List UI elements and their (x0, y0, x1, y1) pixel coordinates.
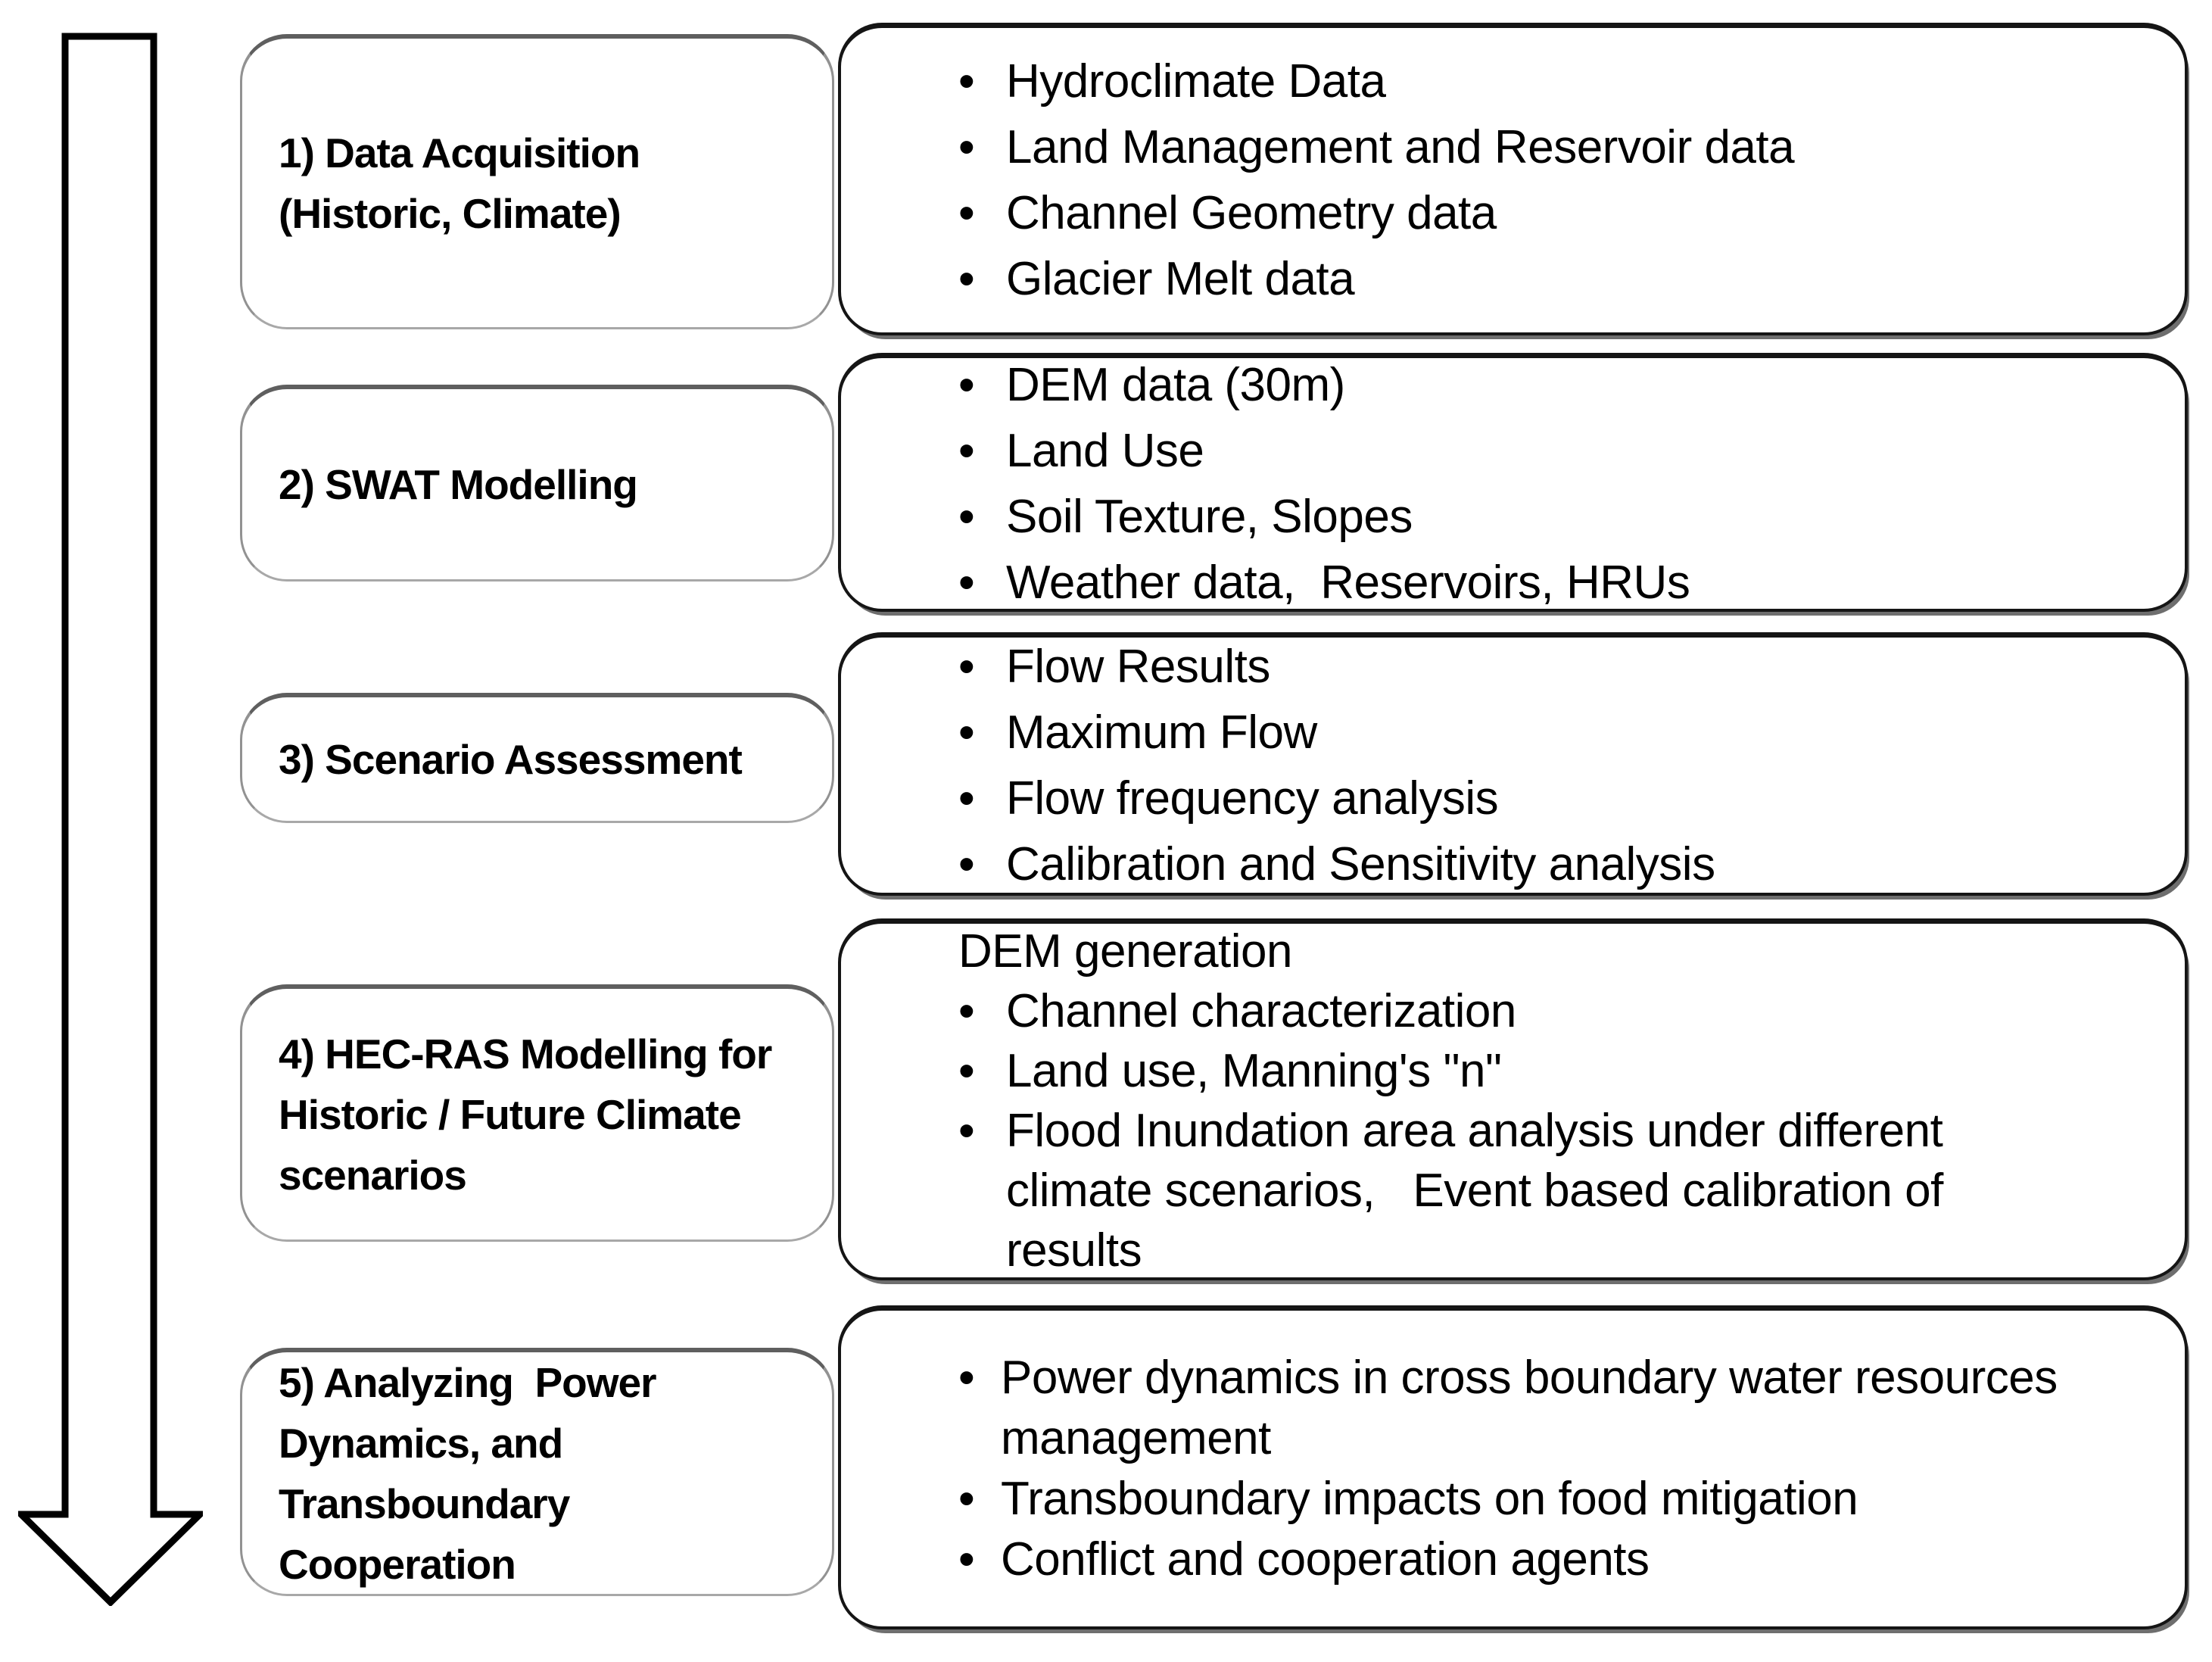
stage-title: 4) HEC-RAS Modelling for (279, 1030, 772, 1077)
stage-box-1 (240, 34, 834, 329)
stage-title: Cooperation (279, 1540, 516, 1588)
stage-title: Dynamics, and (279, 1419, 563, 1467)
bullet-icon: • (958, 187, 975, 239)
detail-text: Land Use (1006, 424, 1204, 477)
detail-box-2 (838, 353, 2188, 612)
detail-text: Weather data, Reservoirs, HRUs (1006, 556, 1690, 609)
detail-text: Flow frequency analysis (1006, 772, 1499, 825)
detail-row (841, 1041, 2185, 1101)
detail-text: Flow Results (1006, 640, 1270, 693)
detail-text: DEM generation (958, 925, 1293, 978)
detail-row (841, 921, 2185, 981)
detail-row (841, 48, 2185, 114)
detail-text: Glacier Melt data (1006, 253, 1355, 305)
stage-title: scenarios (279, 1151, 466, 1199)
detail-text: results (1006, 1224, 1142, 1277)
detail-text: Channel characterization (1006, 984, 1516, 1037)
detail-text: management (1001, 1411, 1271, 1464)
detail-row (841, 766, 2185, 831)
stage-box-3 (240, 693, 834, 823)
stage-title: 5) Analyzing Power (279, 1358, 656, 1406)
bullet-icon: • (958, 1104, 975, 1157)
detail-text: Power dynamics in cross boundary water resources (1001, 1351, 2058, 1404)
bullet-icon: • (958, 253, 975, 305)
detail-box-4 (838, 918, 2188, 1280)
detail-row (841, 831, 2185, 897)
detail-row (841, 484, 2185, 550)
detail-row (841, 246, 2185, 312)
stage-title: Historic / Future Climate (279, 1090, 741, 1138)
bullet-icon: • (958, 640, 975, 693)
stage-title: Transboundary (279, 1480, 570, 1527)
detail-row (841, 180, 2185, 246)
detail-text: Land use, Manning's "n" (1006, 1044, 1502, 1097)
bullet-icon: • (958, 490, 975, 543)
bullet-icon: • (958, 1044, 975, 1097)
bullet-icon: • (958, 1472, 975, 1525)
detail-text: Land Management and Reservoir data (1006, 121, 1795, 173)
detail-text: climate scenarios, Event based calibration of (1006, 1164, 1943, 1217)
stage-box-2 (240, 385, 834, 582)
detail-row (841, 352, 2185, 418)
detail-row (841, 1101, 2185, 1161)
detail-text: Flood Inundation area analysis under different (1006, 1104, 1943, 1157)
detail-box-1 (838, 23, 2188, 335)
detail-text: Channel Geometry data (1006, 187, 1497, 239)
detail-text: Maximum Flow (1006, 706, 1317, 759)
detail-row (841, 1469, 2185, 1529)
detail-text: Calibration and Sensitivity analysis (1006, 837, 1715, 890)
detail-text: Hydroclimate Data (1006, 55, 1386, 108)
detail-row (841, 1221, 2185, 1280)
detail-row (841, 1348, 2185, 1408)
detail-text: DEM data (30m) (1006, 358, 1345, 411)
bullet-icon: • (958, 556, 975, 609)
stage-title: 2) SWAT Modelling (279, 460, 637, 508)
detail-text: Soil Texture, Slopes (1006, 490, 1413, 543)
detail-text: Transboundary impacts on food mitigation (1001, 1472, 1858, 1525)
detail-box-3 (838, 632, 2188, 896)
detail-box-5 (838, 1305, 2188, 1629)
stage-title: 3) Scenario Assessment (279, 735, 742, 783)
bullet-icon: • (958, 358, 975, 411)
detail-row (841, 1161, 2185, 1221)
stage-box-5 (240, 1348, 834, 1596)
bullet-icon: • (958, 772, 975, 825)
detail-row (841, 634, 2185, 700)
stage-title: (Historic, Climate) (279, 189, 621, 237)
bullet-icon: • (958, 706, 975, 759)
detail-text: Conflict and cooperation agents (1001, 1533, 1650, 1586)
detail-row (841, 114, 2185, 180)
down-arrow-icon (18, 33, 203, 1606)
detail-row (841, 550, 2185, 616)
stage-title: 1) Data Acquisition (279, 129, 640, 176)
bullet-icon: • (958, 984, 975, 1037)
detail-row (841, 981, 2185, 1041)
bullet-icon: • (958, 1533, 975, 1586)
bullet-icon: • (958, 55, 975, 108)
stage-box-4 (240, 984, 834, 1242)
detail-row (841, 1408, 2185, 1469)
detail-row (841, 1529, 2185, 1590)
detail-row (841, 700, 2185, 766)
bullet-icon: • (958, 837, 975, 890)
bullet-icon: • (958, 121, 975, 173)
bullet-icon: • (958, 1351, 975, 1404)
detail-row (841, 418, 2185, 484)
bullet-icon: • (958, 424, 975, 477)
